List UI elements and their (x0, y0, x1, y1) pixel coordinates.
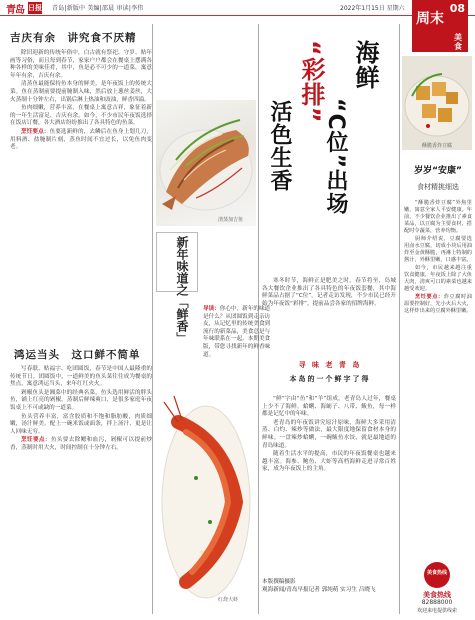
paragraph: 剁椒鱼头是湘菜中的经典名菜，鱼头选用鲜活的胖头鱼，铺上红亮的剁椒，蒸制后鲜辣爽口，是很多家庭年夜饭桌上不可或缺的一道菜。 (10, 389, 152, 411)
intro-text: 你心中，新年的味道是什么？从团圆饭到走亲访友，从记忆里的传统美食到流行的新菜品，美食总是与年味联系在一起。本期美食版，带您寻找新年的鲜香味道。 (203, 306, 271, 358)
logo-badge: 日报 (28, 4, 42, 12)
photo-caption: 红烧大虾 (218, 597, 239, 603)
paragraph: 厨师介绍说，豆腐要选用卤水豆腐，切成小块后用油炸至金黄酥脆，再淋上特制的酱汁，外酥里嫩，口感丰富。 (404, 236, 472, 263)
tip-label: 烹饪要点： (415, 294, 444, 300)
logo-text: 青岛 (6, 5, 24, 16)
paragraph: 鱼头营养丰富，富含胶质和不饱和脂肪酸，肉质细嫩，汤汁鲜美。配上一碗米饭或面条，拌上汤汁，更是让人回味无穷。 (10, 413, 152, 435)
subheading-2: 本岛的一个鲜字了得 (289, 375, 371, 383)
left-article (10, 30, 152, 153)
article-title-1: 吉庆有余 讲究食不厌精 (10, 32, 137, 44)
section-badge (412, 0, 468, 52)
page-meta: 青岛|新版中 美编|邵晨 审读|李伟 (52, 5, 144, 12)
paragraph (10, 437, 152, 452)
tip-label: 烹饪要点： (21, 437, 51, 444)
center-body (262, 396, 396, 475)
article-body-2 (10, 366, 152, 453)
column-divider (399, 24, 400, 614)
steamed-fish-photo (156, 100, 256, 226)
feature-title: 新年味道之「鲜香」 (175, 236, 189, 344)
paragraph: 鱼肉细嫩，营养丰富，在餐桌上寓意吉祥，象征着新的一年生活富足、吉庆有余。如今，不少市民年夜饭选择在饭店订餐，各大酒店纷纷推出了各具特色的鱼菜。 (10, 105, 152, 127)
center-lead (262, 278, 396, 309)
prawn-illustration (156, 382, 256, 606)
intro-box (203, 306, 275, 359)
paragraph: 清蒸鱼最能保持鱼本身的鲜美，是年夜饭上的传统大菜。鱼在蒸制前要提前腌制入味，然后放上葱丝姜丝，大火蒸制十分钟左右，出锅后淋上热油和豉油，鲜香四溢。 (10, 81, 152, 103)
lead-body (262, 278, 396, 308)
headline-part-3: “彩排” (297, 40, 325, 124)
paragraph: 写春联、贴福字、吃团圆饭，春节是中国人最隆重的传统节日。团圆饭中，一道鲜美的鱼头菜往往成为餐桌的焦点，寓意鸿运当头，来年红红火火。 (10, 366, 152, 388)
paragraph: 老青岛的年夜饭讲究原汁原味，海鲜大多采用清蒸、白灼、辣炒等做法，最大限度地保留食材本身的鲜味。一盘辣炒蛤蜊，一碗鲅鱼水饺，就是最地道的青岛味道。 (262, 419, 396, 449)
credit-label: 本版撰稿摄影 (262, 579, 296, 585)
hotline-title: 美食热线 (423, 591, 451, 599)
hotline-ad (405, 562, 469, 614)
page-number: 08 (449, 2, 465, 15)
paragraph: 寒冬时节，海鲜正是肥美之时。春节将至，岛城各大餐饮企业推出了各具特色的年夜饭套餐，其中海鲜菜品占据了“C位”。记者走访发现，不少市民已经开始为年夜饭“彩排”，提前品尝各家的招牌海鲜。 (262, 278, 396, 307)
hotline-phone: 82888000 (421, 599, 453, 606)
section-title: 周末 (416, 11, 444, 27)
page-header (0, 0, 475, 16)
headline-part-4: 活色生香 (267, 100, 292, 192)
hotline-badge: 美食热线 (424, 562, 450, 588)
paragraph: “酥脆香炸豆腐”外焦里嫩，寓意全家人平安健康。年前，不少餐饮企业推出了素食菜品，以豆腐为主要食材，搭配时令蔬菜，营养均衡。 (404, 200, 472, 234)
section-category: 美食 (454, 33, 462, 51)
article-body-1 (10, 50, 152, 152)
tofu-illustration (402, 56, 472, 150)
tip-text: 炸豆腐时油温要控制好，先小火后大火，这样炸出来的豆腐外酥里嫩。 (404, 294, 472, 314)
tip-text: 鱼头要去除鳃和血污，剁椒可以提前炒香，蒸制时用大火，时间控制在十分钟左右。 (10, 437, 152, 451)
paragraph: 如今，市民越来越注重饮食健康，年夜饭上除了大鱼大肉，清爽可口的素菜也越来越受欢迎。 (404, 265, 472, 292)
paragraph: 随着生活水平的提高，市民的年夜饭餐桌也越来越丰富。海参、鲍鱼、大虾等高档海鲜走进寻常百姓家，成为年夜饭上的主角。 (262, 451, 396, 473)
center-body-text (262, 396, 396, 474)
paragraph (404, 294, 472, 315)
headline-part-2: “C位”出场 (323, 98, 348, 216)
intro-label: 导读： (203, 306, 220, 312)
left-article-2 (10, 366, 152, 454)
paragraph: 除旧迎新的传统年俗中，白古就有祭祀、守岁、贴年画等习俗，而且每到春节，家家户户都会在餐桌上摆满各种各样的美味佳肴，其中，鱼是必不可少的一道菜，寓意年年有余，吉庆有余。 (10, 50, 152, 79)
column-divider (152, 24, 153, 614)
tip-text: 鱼要选新鲜的，去鳞后在鱼身上划几刀，用料酒、盐腌制片刻，蒸鱼时间不宜过长，以免鱼肉变老。 (10, 128, 152, 151)
credit-text: 观海新闻/青岛早报记者 郭纯萌 实习生 吕晓飞 (262, 587, 376, 593)
right-article-subtitle: 食材精挑细选 (417, 183, 459, 191)
photo-caption: 清蒸加吉鱼 (218, 217, 244, 223)
tip-label: 烹饪要点： (21, 128, 50, 135)
right-article-title: 岁岁“安康” (414, 166, 462, 176)
article-title-2: 鸿运当头 这口鲜不简单 (14, 349, 141, 361)
issue-date: 2022年1月15日 星期六 (340, 5, 405, 12)
hotline-note: 欢迎来电提供线索 (416, 608, 457, 614)
subheading: 寻 味 老 青 岛 (298, 361, 362, 369)
right-article (404, 200, 472, 316)
tofu-dish-photo (402, 56, 472, 150)
right-article-body (404, 200, 472, 315)
photo-caption: 酥脆香炸豆腐 (422, 143, 453, 149)
credits (262, 578, 382, 614)
fish-illustration (156, 100, 256, 226)
paragraph: “鲜”字由“鱼”和“羊”组成，老青岛人过年，餐桌上少不了海鲜。蛤蜊、海蛎子、八带、鲅鱼，每一样都是记忆中的年味。 (262, 396, 396, 418)
paragraph (10, 129, 152, 152)
headline-part-1: 海鲜 (351, 40, 379, 90)
newspaper-logo (6, 1, 48, 14)
braised-prawn-photo (156, 382, 256, 606)
main-headline (262, 40, 379, 240)
